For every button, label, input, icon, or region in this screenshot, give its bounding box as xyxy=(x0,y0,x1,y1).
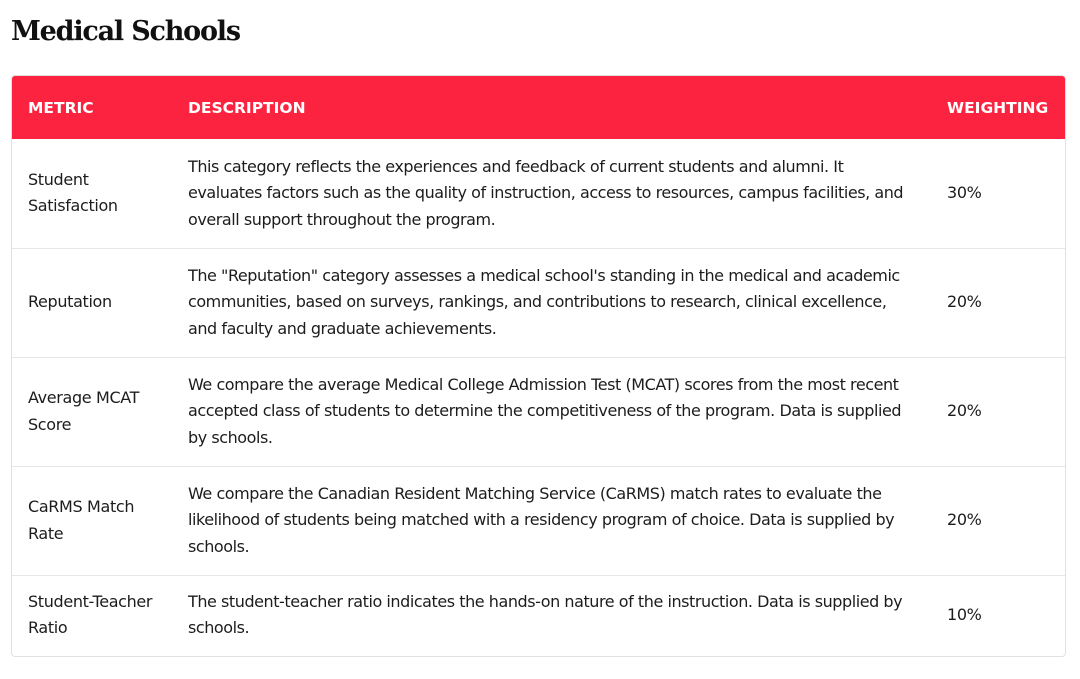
table-row xyxy=(12,139,1066,248)
description-cell: We compare the Canadian Resident Matching Service (CaRMS) match rates to evaluate the likelihood of students being matched with a residency program of choice. Data is supplied by schools. xyxy=(188,483,895,556)
description-cell: We compare the average Medical College Admission Test (MCAT) scores from the most recent accepted class of students to determine the competitiveness of the program. Data is supplied by schools. xyxy=(188,374,902,447)
header-description: DESCRIPTION xyxy=(188,98,306,117)
weighting-cell: 20% xyxy=(947,292,982,312)
header-weighting: WEIGHTING xyxy=(947,98,1049,117)
description-cell: This category reflects the experiences and feedback of current students and alumni. It evaluates factors such as the quality of instruction, access to resources, campus facilities, and overall support throughout the program. xyxy=(188,156,904,229)
description-cell: The "Reputation" category assesses a medical school's standing in the medical and academic communities, based on surveys, rankings, and contributions to research, clinical excellence, and faculty and graduate achievements. xyxy=(188,265,900,338)
metrics-table xyxy=(11,75,1066,657)
page-title: Medical Schools xyxy=(11,16,240,47)
weighting-cell: 10% xyxy=(947,605,982,624)
metric-cell: Student Satisfaction xyxy=(28,169,118,216)
table-header-row xyxy=(12,76,1066,139)
weighting-cell: 30% xyxy=(947,183,982,202)
metric-cell: Student-Teacher Ratio xyxy=(28,591,153,638)
table-row xyxy=(12,357,1066,466)
table-row xyxy=(12,466,1066,575)
weighting-cell: 20% xyxy=(947,510,982,530)
metric-cell: CaRMS Match Rate xyxy=(28,497,135,543)
header-metric: METRIC xyxy=(28,98,94,117)
weighting-cell: 20% xyxy=(947,401,982,421)
table-row xyxy=(12,248,1066,357)
table-row xyxy=(12,575,1066,655)
metric-cell: Average MCAT Score xyxy=(28,388,140,434)
description-cell: The student-teacher ratio indicates the hands-on nature of the instruction. Data is supplied by schools. xyxy=(188,591,903,638)
metric-cell: Reputation xyxy=(28,292,112,312)
